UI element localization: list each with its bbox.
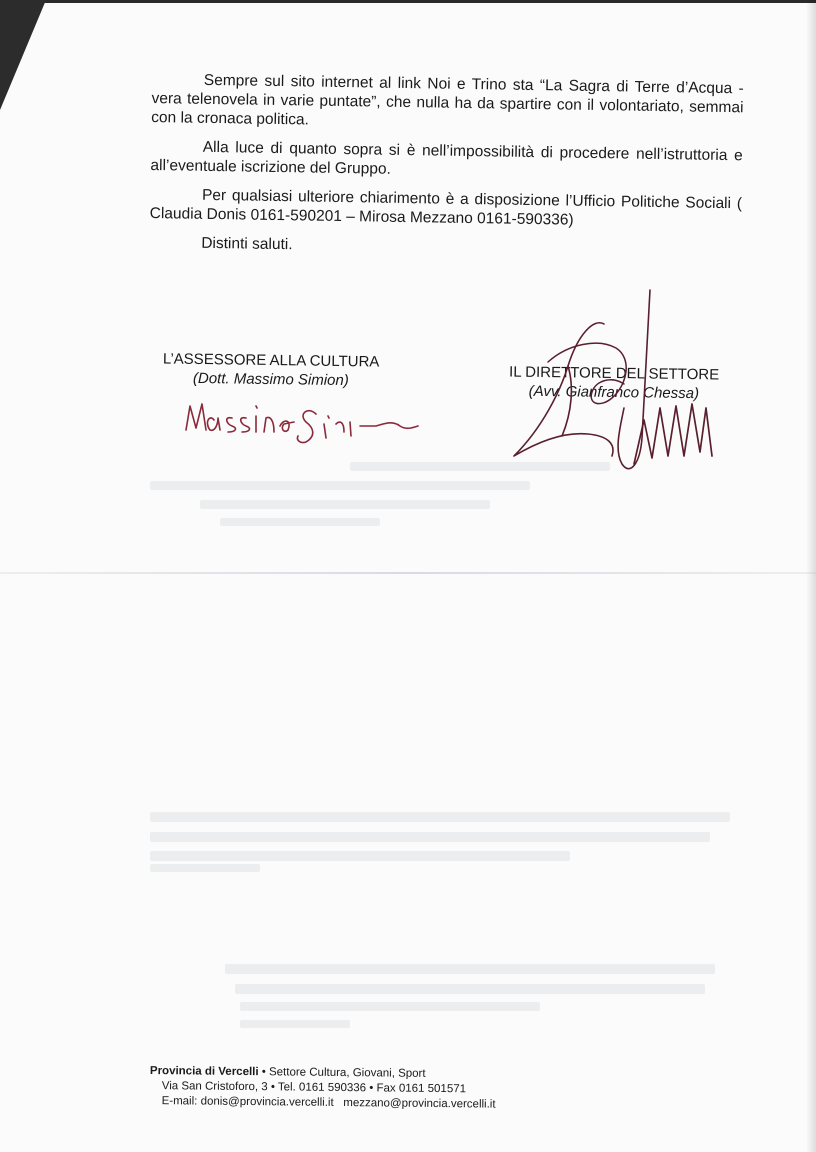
scan-folded-corner bbox=[0, 0, 46, 110]
direttore-role: IL DIRETTORE DEL SETTORE bbox=[508, 363, 720, 384]
footer-email-line bbox=[150, 1094, 496, 1113]
assessore-signature-stroke bbox=[297, 411, 418, 443]
assessore-signature-stroke bbox=[186, 404, 294, 432]
scan-top-edge bbox=[0, 0, 816, 3]
closing-greeting: Distinti saluti. bbox=[201, 234, 293, 254]
footer-separator: • bbox=[258, 1066, 270, 1079]
footer-department: Settore Cultura, Giovani, Sport bbox=[268, 1066, 426, 1080]
letterhead-footer bbox=[150, 1064, 496, 1113]
assessore-role: L’ASSESSORE ALLA CULTURA bbox=[162, 350, 380, 371]
footer-address: Via San Cristoforo, 3 • Tel. 0161 590336 • Fax 0161 501571 bbox=[161, 1080, 467, 1096]
assessore-name: (Dott. Massimo Simion) bbox=[192, 369, 349, 390]
letter-body bbox=[149, 70, 744, 261]
show-through-mark bbox=[150, 851, 570, 861]
direttore-handwritten-signature bbox=[508, 288, 724, 480]
footer-email-mezzano[interactable]: mezzano@provincia.vercelli.it bbox=[343, 1097, 496, 1111]
paragraph-conclusion: Alla luce di quanto sopra si è nell’impossibilità di procedere nell’istruttoria e all’eventuale iscrizione del Gruppo. bbox=[150, 138, 743, 178]
show-through-mark bbox=[150, 481, 530, 490]
assessore-signature-block bbox=[146, 349, 397, 390]
assessore-handwritten-signature bbox=[180, 392, 430, 462]
direttore-signature-stroke bbox=[634, 404, 712, 464]
direttore-name: (Avv. Gianfranco Chessa) bbox=[528, 382, 700, 403]
paragraph-website-note: Sempre sul sito internet al link Noi e Trino sta “La Sagra di Terre d’Acqua - vera telenovela in varie puntate”, che nulla ha da spartire con il volontariato, semmai con la cronaca politica. bbox=[151, 71, 744, 129]
show-through-mark bbox=[240, 1020, 350, 1028]
paper-fold-line bbox=[0, 572, 816, 574]
show-through-mark bbox=[150, 864, 260, 872]
show-through-mark bbox=[220, 518, 380, 526]
show-through-mark bbox=[235, 984, 705, 994]
direttore-signature-stroke bbox=[548, 343, 626, 403]
footer-email-donis[interactable]: donis@provincia.vercelli.it bbox=[200, 1095, 334, 1109]
footer-email-label: E-mail: bbox=[161, 1095, 201, 1108]
show-through-mark bbox=[150, 812, 730, 822]
scan-right-shadow bbox=[806, 0, 816, 1152]
show-through-mark bbox=[225, 964, 715, 974]
footer-org: Provincia di Vercelli bbox=[149, 1065, 259, 1079]
paragraph-contacts: Per qualsiasi ulteriore chiarimento è a disposizione l’Ufficio Politiche Sociali ( Claudia Donis 0161-590201 – Mirosa Mezzano 0161-590336) bbox=[149, 186, 743, 229]
show-through-mark bbox=[200, 500, 490, 509]
show-through-mark bbox=[240, 1002, 540, 1011]
direttore-signature-stroke bbox=[514, 290, 650, 469]
show-through-mark bbox=[150, 832, 710, 842]
